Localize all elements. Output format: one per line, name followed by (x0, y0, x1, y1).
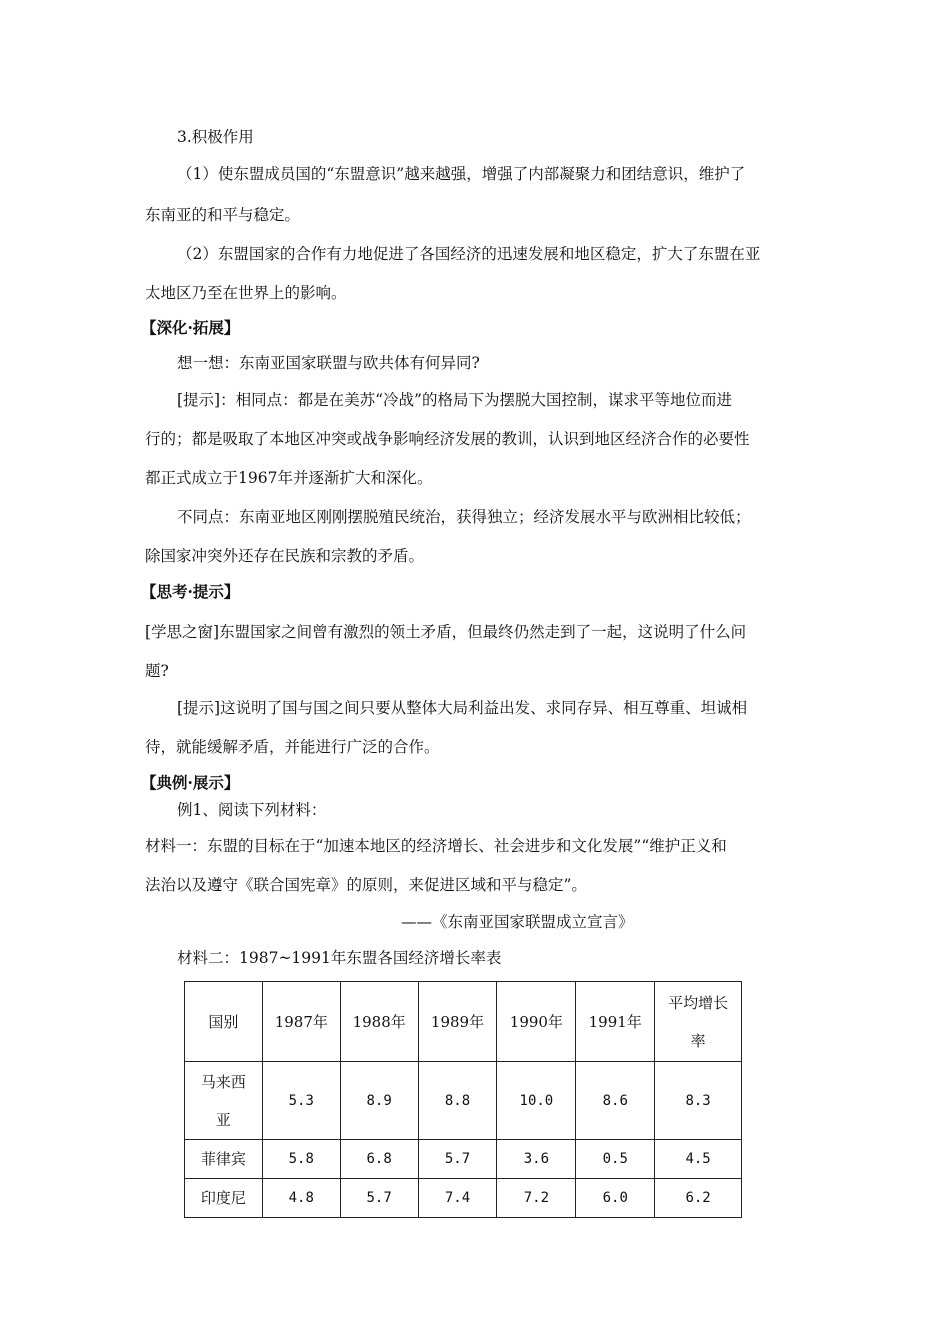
header-cell: 1989年 (418, 982, 497, 1062)
table-cell: 4.8 (262, 1179, 340, 1218)
table-cell: 8.8 (418, 1062, 497, 1140)
deepen-hint-line-2: 行的；都是吸取了本地区冲突或战争影响经济发展的教训，认识到地区经济合作的必要性 (145, 430, 750, 448)
example-intro: 例1、阅读下列材料： (177, 801, 327, 819)
table-row (185, 1140, 742, 1179)
think-window-line-2: 题? (145, 662, 169, 680)
table-row (185, 1062, 742, 1140)
header-cell: 国别 (185, 982, 263, 1062)
section-heading-deepen: 【深化·拓展】 (141, 318, 240, 337)
table-header-row (185, 982, 742, 1062)
table-row (185, 1179, 742, 1218)
section-heading-example: 【典例·展示】 (141, 773, 240, 792)
deepen-hint-line-3: 都正式成立于1967年并逐渐扩大和深化。 (145, 469, 433, 487)
deepen-question: 想一想：东南亚国家联盟与欧共体有何异同? (177, 354, 480, 372)
table-cell: 6.2 (655, 1179, 742, 1218)
table-cell: 6.8 (340, 1140, 418, 1179)
deepen-diff-line-2: 除国家冲突外还存在民族和宗教的矛盾。 (145, 547, 425, 565)
think-window-line-1: [学思之窗]东盟国家之间曾有激烈的领土矛盾，但最终仍然走到了一起，这说明了什么问 (145, 623, 747, 641)
deepen-hint-line-1: [提示]：相同点：都是在美苏“冷战”的格局下为摆脱大国控制，谋求平等地位而进 (177, 391, 732, 409)
table-cell: 8.3 (655, 1062, 742, 1140)
header-cell: 1990年 (497, 982, 576, 1062)
paragraph-1-line-1: （1）使东盟成员国的“东盟意识”越来越强，增强了内部凝聚力和团结意识，维护了 (177, 165, 746, 183)
material-2-title: 材料二：1987~1991年东盟各国经济增长率表 (177, 949, 502, 967)
material-1-source: ——《东南亚国家联盟成立宣言》 (401, 913, 634, 931)
paragraph-1-line-2: 东南亚的和平与稳定。 (145, 206, 301, 224)
think-hint-line-2: 待，就能缓解矛盾，并能进行广泛的合作。 (145, 738, 440, 756)
table-cell: 4.5 (655, 1140, 742, 1179)
table-cell: 3.6 (497, 1140, 576, 1179)
growth-rate-table (184, 981, 742, 1218)
row-label: 印度尼 (185, 1179, 263, 1218)
table-cell: 5.8 (262, 1140, 340, 1179)
table-cell: 0.5 (576, 1140, 655, 1179)
section-heading-think: 【思考·提示】 (141, 582, 240, 601)
material-1-line-1: 材料一：东盟的目标在于“加速本地区的经济增长、社会进步和文化发展”“维护正义和 (145, 837, 727, 855)
table-cell: 5.7 (418, 1140, 497, 1179)
table-cell: 6.0 (576, 1179, 655, 1218)
table-cell: 7.2 (497, 1179, 576, 1218)
row-label: 菲律宾 (185, 1140, 263, 1179)
header-cell: 1988年 (340, 982, 418, 1062)
paragraph-2-line-2: 太地区乃至在世界上的影响。 (145, 284, 347, 302)
material-1-line-2: 法治以及遵守《联合国宪章》的原则，来促进区域和平与稳定”。 (145, 876, 587, 894)
table-cell: 5.3 (262, 1062, 340, 1140)
table-cell: 8.6 (576, 1062, 655, 1140)
think-hint-line-1: [提示]这说明了国与国之间只要从整体大局利益出发、求同存异、相互尊重、坦诚相 (177, 699, 748, 717)
deepen-diff-line-1: 不同点：东南亚地区刚刚摆脱殖民统治，获得独立；经济发展水平与欧洲相比较低； (177, 508, 751, 526)
header-cell: 平均增长率 (655, 982, 742, 1062)
row-label: 马来西亚 (185, 1062, 263, 1140)
paragraph-2-line-1: （2）东盟国家的合作有力地促进了各国经济的迅速发展和地区稳定，扩大了东盟在亚 (177, 245, 761, 263)
table-cell: 5.7 (340, 1179, 418, 1218)
header-cell: 1987年 (262, 982, 340, 1062)
table-cell: 7.4 (418, 1179, 497, 1218)
section-heading-positive-role: 3.积极作用 (177, 128, 254, 146)
table-cell: 10.0 (497, 1062, 576, 1140)
header-cell: 1991年 (576, 982, 655, 1062)
table-cell: 8.9 (340, 1062, 418, 1140)
